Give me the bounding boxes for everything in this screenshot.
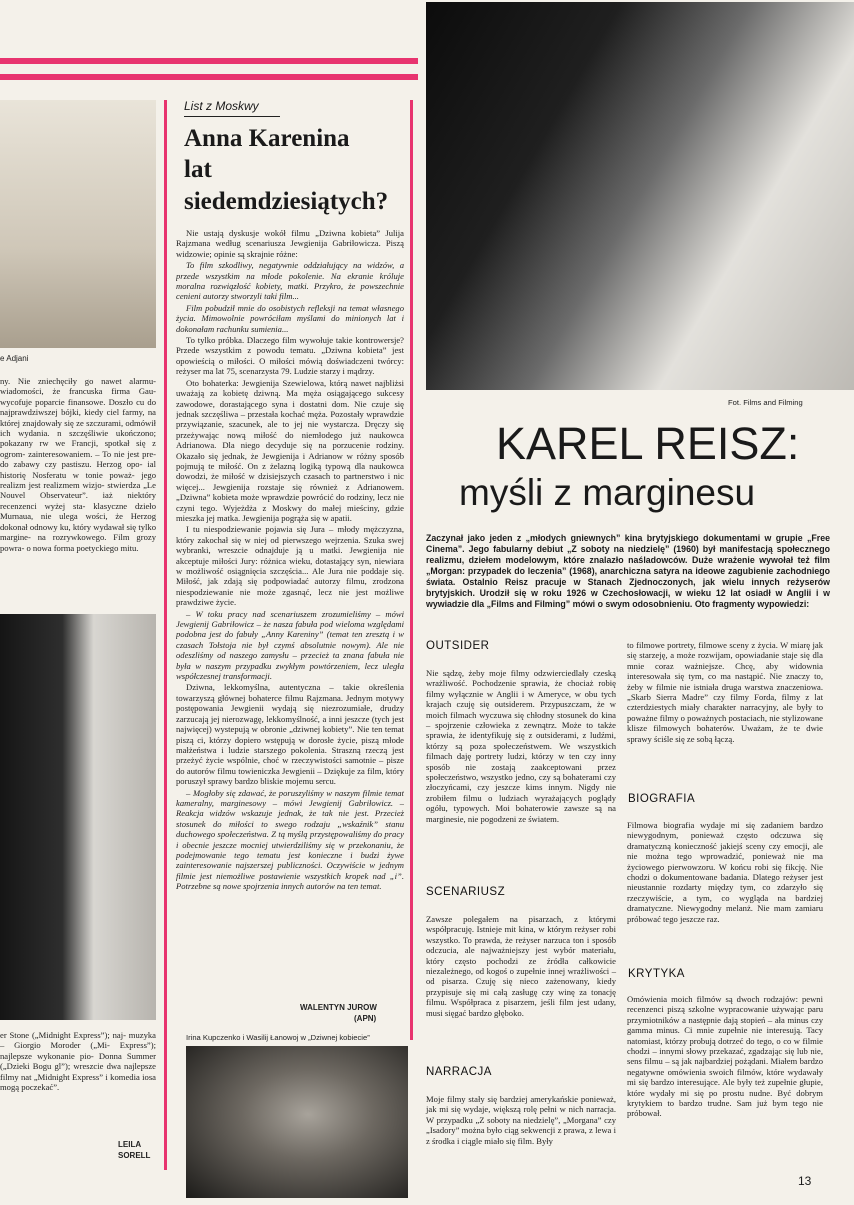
section-biografia-head: BIOGRAFIA: [628, 793, 696, 805]
article-paragraph: Nie ustają dyskusje wokół filmu „Dziwna kobieta” Julija Rajzmana według scenariusza Jewgienija Gabriłowicza. Piszą widzowie; opinie są skrajnie różne:: [176, 228, 404, 259]
middle-photo-caption: Irina Kupczenko i Wasilij Łanowoj w „Dziwnej kobiecie”: [186, 1033, 370, 1042]
middle-red-rule: [164, 100, 167, 1170]
article-paragraph: Oto bohaterka: Jewgienija Szewielowa, którą nawet najbliżsi uważają za kobietę dziwną. Ma męża osiągającego sukcesy zawodowe, dorastającego syna i dostatni dom. Nie czuje się jednak szczęśliwa – przestała kochać męża. Pozostały wprawdzie przywiązanie, szacunek, ale to jej nie wystarcza. Dręczy się przeżywając nową miłość do niemłodego już naukowca Adrianowa. Dla niego decyduje się na porzucenie rodziny. Okazało się jednak, że Jewgienija i Adrianow w różny sposób pojmują te miłość. On z żelazną logiką typową dla naukowca dowodzi, że miłość w dzisiejszych czasach to partnerstwo i nic więcej... Jewgienija rozstaje się również z Adrianowem. „Dziwna” kobieta może wprawdzie powrócić do rodziny, lecz nie czyni tego. Wyjeżdża z Moskwy do małej mieściny, gdzie mieszka jej matka. Jewgienija pogrąża się w apatii.: [176, 377, 404, 523]
kicker: List z Moskwy: [184, 99, 259, 113]
section-scenariusz-head: SCENARIUSZ: [426, 886, 506, 898]
article-title-line-2: lat: [184, 156, 212, 183]
photo-credit: Fot. Films and Filming: [728, 398, 803, 407]
article-title-line-1: Anna Karenina: [184, 125, 350, 152]
section-outsider-text: Nie sądzę, żeby moje filmy odzwierciedlały czeską wrażliwość. Pochodzenie sprawia, że chociaż robię filmy wyłącznie w Anglii i w Ameryce, w obu tych krajach czuję się outsiderem. Przypuszczam, że w moich filmach wyczuwa się chłodny stosunek do kina – spojrzenie człowieka z zewnątrz. Może to także sprawia, że identyfikuję się z outsiderami, z ludźmi, którzy są poza społeczeństwem. We wszystkich filmach daję portrety ludzi, którzy w ten czy inny sposób nie zostają zaakceptowani przez społeczeństwo, wszystko jedno, czy są bohaterami czy złoczyńcami, czy jeszcze kims innym. Nigdy nie zrobiłem filmu o ludziach wyrażających poglądy ogółu, typowych. Moi bohaterowie zawsze są na marginesie, nie pogodzeni ze światem.: [426, 668, 616, 824]
section-narracja-text: Moje filmy stały się bardziej amerykańskie ponieważ, jak mi się wydaje, większą rolę pełni w nich narracja. W przypadku „Z soboty na niedzielę”, „Morgana” czy „Isadory” można było ciąg sekwencji z prawa, z lewa i z środka i ciągle miało się film. Były: [426, 1094, 616, 1146]
section-narracja-head: NARRACJA: [426, 1066, 492, 1078]
section-krytyka-head: KRYTYKA: [628, 968, 685, 980]
article-author-org: (APN): [354, 1014, 377, 1023]
section-narracja-cont-text: to filmowe portrety, filmowe sceny z życia. W miarę jak się starzeję, a może rozwijam, opowiadanie staje się dla mnie coraz ważniejsze. Chcę, aby widownia interesowała się tym, co ma nastąpić. Nie znaczy to, żeby w filmie nie istniała druga warstwa znaczeniowa. „Skarb Sierra Madre” czy filmy Forda, filmy z lat czterdziestych miały charakter narracyjny, ale były to poważne filmy o poważnych postaciach, nie stylizowane klisze filmowych bohaterów. Uważam, że te dwie sprawy ściśle się ze sobą łączą.: [627, 640, 823, 744]
section-outsider-head: OUTSIDER: [426, 640, 490, 652]
article-paragraph: To tylko próbka. Dlaczego film wywołuje takie kontrowersje? Przede wszystkim z powodu tematu. „Dziwna kobieta” jest opowieścią o miłości. O miłości mówią doświadczeni twórcy: reżyser ma lat 75, scenarzysta 79. Ludzie starzy i mądrzy.: [176, 335, 404, 377]
page-number: 13: [798, 1174, 812, 1188]
article-title-line-3: siedemdziesiątych?: [184, 188, 389, 215]
article-paragraph: I tu niespodziewanie pojawia się Jura – młody mężczyzna, który zakochał się w niej od pierwszego wejrzenia. Szuka swej wybranki, wreszcie odnajduje ją u matki. Jewgienija nie akceptuje miłości Jury: różnica wieku, dotastający syn, niewiara w możliwość osiągnięcia szczęścia... Ale Jura nie poddaje się. Miłość, jak zdają się podpowiadać autorzy filmu, zrodzona niespodziewanie nie może zgasnąć, lecz nie jest możliwe prawdziwe życie.: [176, 524, 404, 608]
reisz-title-line-1: KAREL REISZ:: [496, 418, 800, 469]
left-strip-text-bottom: er Stone („Midnight Express”); naj- muzyka – Giorgio Moroder („Mi- Express”); najlepsze wykonanie pio- Donna Summer („Dzieki Bogu gl”); wreszcie dwa najlepsze filmy nat „Midnight Express” i komedia iosa mogą poczekać”.: [0, 1030, 156, 1093]
article-body: [176, 228, 404, 996]
article-paragraph: To film szkodliwy, negatywnie oddziałujący na widzów, a przede wszystkim na młode pokolenie. Na ekranie króluje moralna rozwiązłość kobiety, matki. Przykro, że powszechnie cenieni autorzy stworzyli taki film...: [176, 260, 404, 302]
reisz-lead: Zaczynał jako jeden z „młodych gniewnych” kina brytyjskiego dokumentami w grupie „Free Cinema”. Jego fabularny debiut „Z soboty na niedzielę” (1960) był manifestacją społecznego realizmu, dziełem modelowym, które znalazło naśladowców. Duże wrażenie wywołał też film „Morgan: przypadek do leczenia” (1968), anarchiczna satyra na ideowe zagubienie zachodniego świata. Ostalnio Reisz pracuje w Stanach Zjednoczonych, jak wielu innych reżyserów brytyjskich. Urodził się w roku 1926 w Czechosłowacji, w wieku 12 lat osiadł w Anglii i w wywiadzie dla „Films and Filming” mówi o swym odosobnieniu. Oto fragmenty wypowiedzi:: [426, 533, 830, 609]
section-biografia-text: Filmowa biografia wydaje mi się zadaniem bardzo niewygodnym, ponieważ często odczuwa się dramatyczną konieczność jakiejś sceny czy emocji, ale nie można tego wprowadzić, ponieważ nie ma życiowego pierwowzoru. W końcu robi się fikcję. Nie chodzi o dokumentowane badania. Dlatego reżyser jest nieustannie rozdarty między tym, co zdarzyło się rzeczywiście, a tym, co wygląda na bardziej dramatyczne. Niewygodny melanż. Nie mam zamiaru próbować tego jeszcze raz.: [627, 820, 823, 924]
left-bottom-photo: [0, 614, 156, 1020]
middle-film-photo: [186, 1046, 408, 1198]
article-paragraph: – Mogłoby się zdawać, że poruszyliśmy w naszym filmie temat kameralny, marginesowy – mówi Jewgienij Gabriłowicz. – Reakcja widzów wskazuje jednak, że tak nie jest. Przecież stosunek do miłości to swego rodzaju „wskaźnik” stanu duchowego społeczeństwa. Z tą myślą przystępowaliśmy do pracy i obecnie jeszcze mocniej utwierdziliśmy się w przekonaniu, że podejmowanie tego tematu jest konieczne i budzi żywe zainteresowanie najszerszej publiczności. Oczywiście w jednym filmie jest niemożliwe postawienie wszystkich kropek nad „i”. Potrzebne są nowe spojrzenia innych autorów na ten temat.: [176, 787, 404, 892]
kicker-rule: [184, 116, 280, 117]
article-author: WALENTYN JUROW: [300, 1003, 377, 1012]
adjani-caption: e Adjani: [0, 354, 29, 363]
left-red-band-inner: [0, 64, 418, 74]
reisz-title-line-2: myśli z marginesu: [459, 472, 756, 513]
article-paragraph: – W toku pracy nad scenariuszem zrozumieliśmy – mówi Jewgienij Gabriłowicz – że nasza fabuła pod wieloma względami podobna jest do fabuły „Anny Kareniny” (temat ten zresztą i w czasach Tołstoja nie był czymś absolutnie nowym). Ale nie odeszliśmy od naszego zamysłu – przecież ta znana fabuła nie była w naszym przypadku zwykłym powtórzeniem, lecz uległa współczesnej transformacji.: [176, 608, 404, 682]
left-author: LEILA: [118, 1140, 142, 1149]
middle-red-rule-right: [410, 100, 413, 1040]
article-paragraph: Dziwna, lekkomyślna, autentyczna – takie określenia towarzyszą głównej bohaterce filmu Rajzmana. Jednym motywy postępowania Jewgienii wydają się niezrozumiałe, drudzy zarzucają jej nierozwagę, lekkomyślność, a inni jeszcze (tych jest najwięcej) wystepują w obronie „dziwnej kobiety”. Nie ten temat piszą ci, którzy dopiero wstępują w dorosłe życie, piszą młode małżeństwa i ludzie starszego pokolenia. Straszną rzeczą jest przeżyć życie wspólnie, choć w rzeczywistości samotnie – pisze do autorów filmu towieniczka Jewgienii – Dziękuje za film, który poruszył sprawy bardzo bliskie mojemu sercu.: [176, 682, 404, 787]
reisz-portrait-photo: [426, 2, 854, 390]
left-strip-text: ny. Nie zniechęciły go nawet alarmu- wiadomości, że francuska firma Gau- wycofuje poparcie finansowe. Doszło cu do najprawdziwszej bójki, kiedy ciel farmy, na której znajdowały się ze szczurami, odmówił ich wydania. n szczęśliwie ukończono; pokazany rw we Francji, spotkał się z ogrom- zainteresowaniem. – To nie jest pre- do zabawy czy pastiszu. Herzog opo- ial historię Nosferatu w tonie poważ- jego realizm jest realizmem wizjo- stwierdza „Le Nouvel Observateur”. iaż niektóry recenzenci wyżej sta- klasyczne dzieło Murnaua, nie ulega wości, że Herzog dokonał odnowy ku, który wydawał się tylko margine- na rozrywkowego. Film grozy powra- o nowa forma poetyckiego mitu.: [0, 376, 156, 553]
section-scenariusz-text: Zawsze polegałem na pisarzach, z którymi współpracuję. Istnieje mit kina, w którym reżyser robi wszystko. To prawda, że reżyser narzuca ton i sposób odczucia, ale najważniejszy jest wybór materiału, który często pochodzi ze źródła całkowicie niezależnego, od kogoś o zupełnie innej wrażliwości – od pisarza. Czuję się nieco zażenowany, kiedy przypisuje się mi całą zasługę czy winę za tonację filmu. Współpraca z pisarzem, jeśli film jest udany, musi sięgać bardzo głęboko.: [426, 914, 616, 1018]
adjani-photo: [0, 100, 156, 348]
article-paragraph: Film pobudził mnie do osobistych refleksji na temat własnego życia. Mimowolnie powróciłam myślami do minionych lat i dokonałam rachunku sumienia...: [176, 302, 404, 334]
left-author-2: SORELL: [118, 1151, 151, 1160]
section-krytyka-text: Omówienia moich filmów są dwoch rodzajów: pewni recenzenci piszą szkolne wypracowanie używając paru przymiotników a następnie dają stopień – ała minus czy gamma minus. Ci mnie zupełnie nie interesują. Tacy natomiast, którzy probują dotrzeć do tego, o co w filmie chodzi – innymi słowy przekazać, zgadzając się lub nie, sens filmu – są jak najbardziej pożądani. Miałem bardzo negatywne omówienia swoich filmów, które wydawały mi się bardzo interesujące. Ale były też zupełnie głupie, które wydały mi się po prostu nudne. Być dobrym krytykiem to bardzo trudne. Sam już bym tego nie próbował.: [627, 994, 823, 1119]
